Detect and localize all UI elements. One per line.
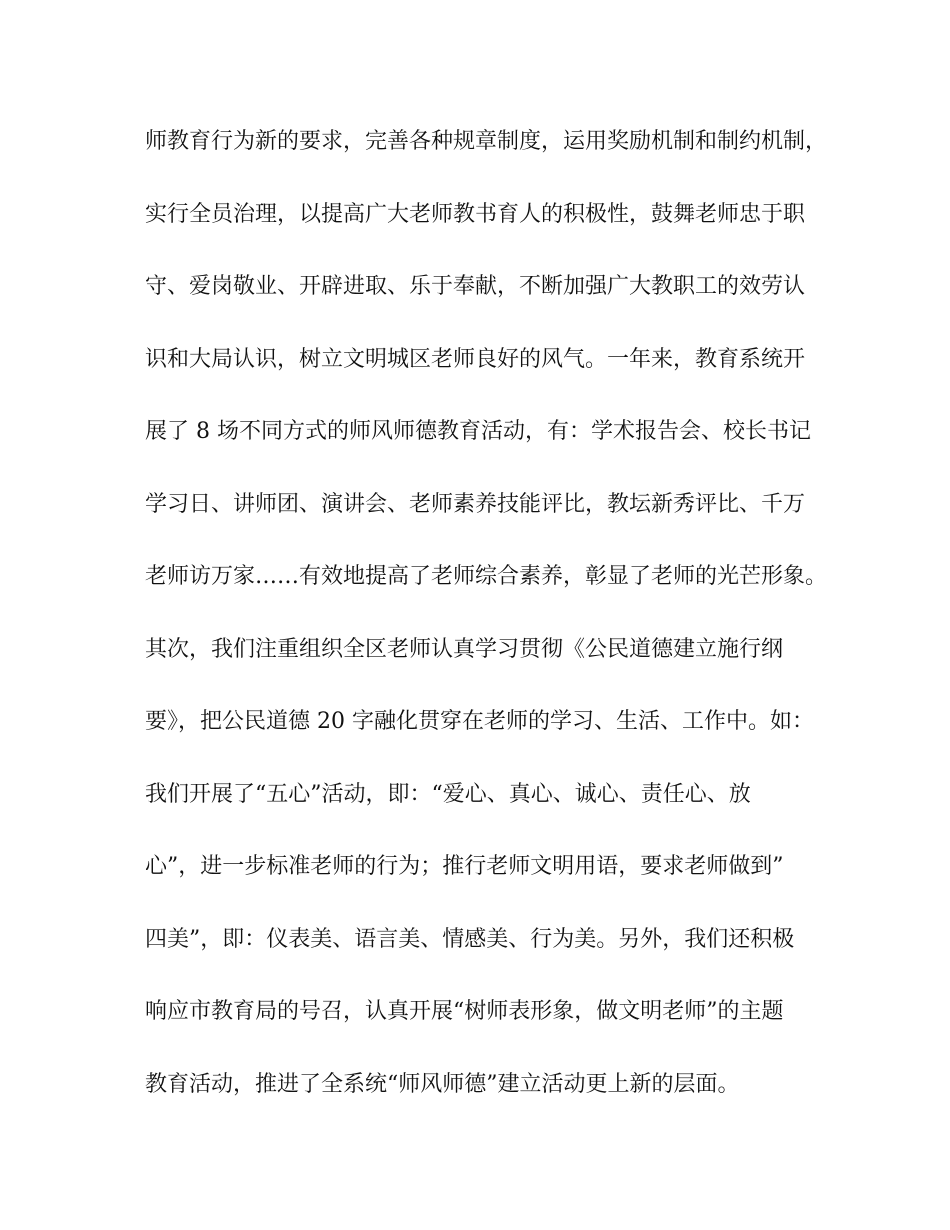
text-line-2: 实行全员治理，以提高广大老师教书育人的积极性，鼓舞老师忠于职 xyxy=(145,201,806,227)
text-line-14: 教育活动，推进了全系统“师风师德”建立活动更上新的层面。 xyxy=(145,1071,740,1097)
text-line-10: 我们开展了“五心”活动，即：“爱心、真心、诚心、责任心、放 xyxy=(145,781,751,807)
text-line-13: 响应市教育局的号召，认真开展“树师表形象，做文明老师”的主题 xyxy=(145,999,784,1024)
text-line-3: 守、爱岗敬业、开辟进取、乐于奉献，不断加强广大教职工的效劳认 xyxy=(145,274,806,299)
text-line-4: 识和大局认识，树立文明城区老师良好的风气。一年来，教育系统开 xyxy=(145,346,806,372)
text-line-12: 四美”，即：仪表美、语言美、情感美、行为美。另外，我们还积极 xyxy=(145,926,795,952)
text-line-7: 老师访万家……有效地提高了老师综合素养，彰显了老师的光芒形象。 xyxy=(145,564,828,589)
text-line-9: 要》，把公民道德 20 字融化贯穿在老师的学习、生活、工作中。如： xyxy=(145,709,814,734)
body-text xyxy=(145,120,845,1135)
text-line-5: 展了 8 场不同方式的师风师德教育活动，有：学术报告会、校长书记 xyxy=(145,419,811,444)
text-line-6: 学习日、讲师团、演讲会、老师素养技能评比，教坛新秀评比、千万 xyxy=(145,491,806,517)
text-line-1: 师教育行为新的要求，完善各种规章制度，运用奖励机制和制约机制， xyxy=(145,129,828,154)
text-line-11: 心”，进一步标准老师的行为；推行老师文明用语，要求老师做到” xyxy=(145,854,784,879)
text-line-8: 其次，我们注重组织全区老师认真学习贯彻《公民道德建立施行纲 xyxy=(145,636,784,662)
